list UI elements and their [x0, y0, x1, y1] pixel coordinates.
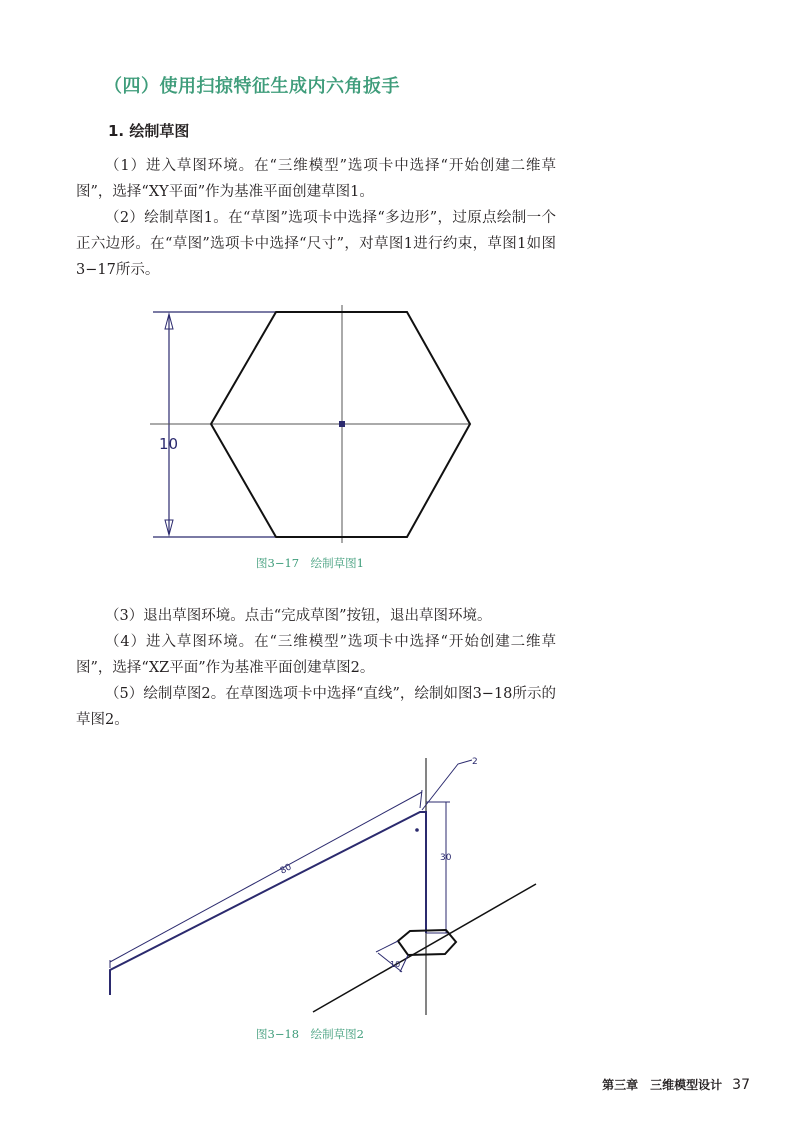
- paragraph-1: （1）进入草图环境。在“三维模型”选项卡中选择“开始创建二维草图”，选择“XY平面”作为基准平面创建草图1。: [76, 158, 556, 200]
- paragraph-2: （2）绘制草图1。在“草图”选项卡中选择“多边形”，过原点绘制一个正六边形。在“草图”选项卡中选择“尺寸”，对草图1进行约束，草图1如图3−17所示。: [76, 210, 556, 278]
- dim-hex-ext-2: [400, 955, 408, 972]
- figure-3-17: [150, 305, 480, 545]
- diagonal-axis: [313, 884, 536, 1012]
- dimension-label: 10: [159, 435, 179, 453]
- paragraph-3: （3）退出草图环境。点击“完成草图”按钮，退出草图环境。: [105, 608, 492, 624]
- dim-hex-ext-1: [376, 941, 398, 952]
- dim-80-line: [110, 792, 422, 962]
- perspective-hexagon: [398, 930, 456, 955]
- footer-chapter: 第三章 三维模型设计: [602, 1078, 723, 1092]
- paragraph-5: （5）绘制草图2。在草图选项卡中选择“直线”，绘制如图3−18所示的草图2。: [76, 686, 556, 728]
- dim-hex-label: 10: [390, 960, 401, 969]
- page-number: 37: [732, 1077, 750, 1093]
- sub-title: 1. 绘制草图: [108, 122, 190, 140]
- page-footer: [602, 1076, 750, 1093]
- sweep-path: [110, 812, 426, 995]
- section-title: （四）使用扫掠特征生成内六角扳手: [104, 76, 400, 97]
- sketch-point: [415, 828, 419, 832]
- dim-30-label: 30: [440, 853, 452, 863]
- figure-3-18-caption: 图3−18 绘制草图2: [256, 1027, 364, 1041]
- dim-80-label: 80: [278, 862, 294, 877]
- figure-3-18: [100, 750, 550, 1020]
- paragraph-4: （4）进入草图环境。在“三维模型”选项卡中选择“开始创建二维草图”，选择“XZ平面”作为基准平面创建草图2。: [76, 634, 556, 676]
- leader-label: 2: [472, 757, 478, 767]
- figure-3-17-caption: 图3−17 绘制草图1: [256, 556, 364, 570]
- origin-point: [339, 421, 345, 427]
